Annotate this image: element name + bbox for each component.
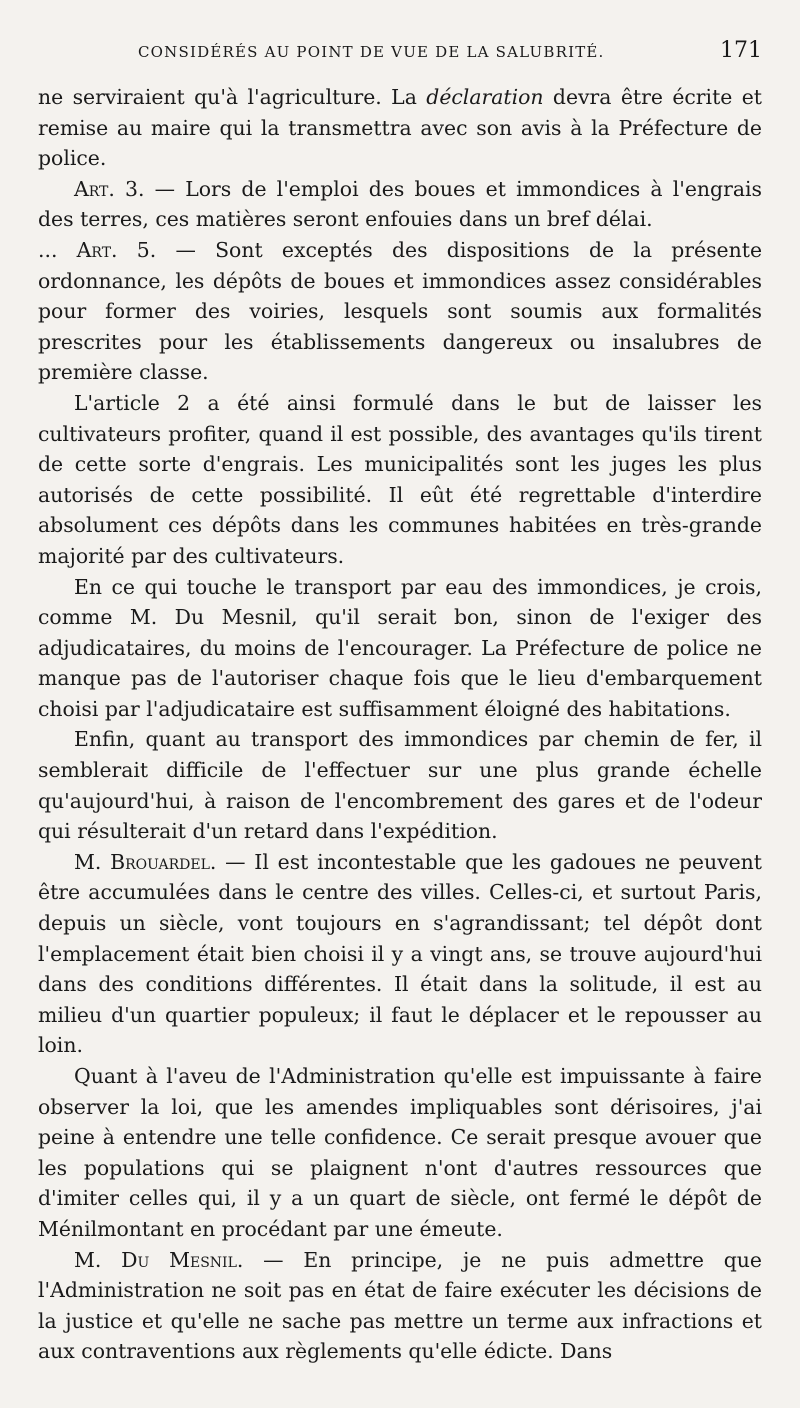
running-title: CONSIDÉRÉS AU POINT DE VUE DE LA SALUBRITÉ. <box>138 43 605 61</box>
page-body <box>38 82 762 1367</box>
paragraph-art-3: Art. 3. — Lors de l'emploi des boues et immondices à l'engrais des terres, ces matières seront enfouies dans un bref délai. <box>38 176 762 232</box>
paragraph-brouardel: M. Brouardel. — Il est incontestable que les gadoues ne peuvent être accumulées dans le centre des villes. Celles-ci, et surtout Paris, depuis un siècle, vont toujours en s'agrandissant; tel dépôt dont l'emplacement était bien choisi il y a vingt ans, se trouve aujourd'hui dans des conditions différentes. Il était dans la solitude, il est au milieu d'un quartier populeux; il faut le déplacer et le repousser au loin. <box>38 849 762 1058</box>
article-label: Art. 3. <box>74 176 145 201</box>
page-header <box>38 38 762 82</box>
speaker-name: M. Du Mesnil. <box>74 1247 244 1272</box>
speaker-name: M. Brouardel. <box>74 849 217 874</box>
paragraph-8: Quant à l'aveu de l'Administration qu'elle est impuissante à faire observer la loi, que les amendes impliquables sont dérisoires, j'ai peine à entendre une telle confidence. Ce serait presque avouer que les populations qui se plaignent n'ont d'autres ressources que d'imiter celles qui, il y a un quart de siècle, ont fermé le dépôt de Ménilmontant en procédant par une émeute. <box>38 1064 762 1241</box>
paragraph-art-5: ... Art. 5. — Sont exceptés des dispositions de la présente ordonnance, les dépôts de boues et immondices assez considérables pour former des voiries, lesquels sont soumis aux formalités prescrites pour les établissements dangereux ou insalubres de première classe. <box>38 237 763 385</box>
paragraph-1: ne serviraient qu'à l'agriculture. La déclaration devra être écrite et remise au maire qui la transmettra avec son avis à la Préfecture de police. <box>38 85 762 171</box>
page-number: 171 <box>720 38 762 63</box>
paragraph-4: L'article 2 a été ainsi formulé dans le but de laisser les cultivateurs profiter, quand il est possible, des avantages qu'ils tirent de cette sorte d'engrais. Les municipalités sont les juges les plus autorisés de cette possibilité. Il eût été regrettable d'interdire absolument ces dépôts dans les communes habitées en très-grande majorité par des cultivateurs. <box>38 390 762 568</box>
paragraph-6: Enfin, quant au transport des immondices par chemin de fer, il semblerait difficile de l'effectuer sur une plus grande échelle qu'aujourd'hui, à raison de l'encombrement des gares et de l'odeur qui résulterait d'un retard dans l'expédition. <box>38 727 762 844</box>
article-label: ... Art. 5. <box>38 237 157 262</box>
paragraph-5: En ce qui touche le transport par eau des immondices, je crois, comme M. Du Mesnil, qu'il serait bon, sinon de l'exiger des adjudicataires, du moins de l'encourager. La Préfecture de police ne manque pas de l'autoriser chaque fois que le lieu d'embarquement choisi par l'adjudicataire est suffisamment éloigné des habitations. <box>38 574 762 721</box>
emphasis-declaration: déclaration <box>426 85 544 109</box>
paragraph-du-mesnil: M. Du Mesnil. — En principe, je ne puis admettre que l'Administration ne soit pas en état de faire exécuter les décisions de la justice et qu'elle ne sache pas mettre un terme aux infractions et aux contraventions aux règlements qu'elle édicte. Dans <box>38 1247 762 1364</box>
